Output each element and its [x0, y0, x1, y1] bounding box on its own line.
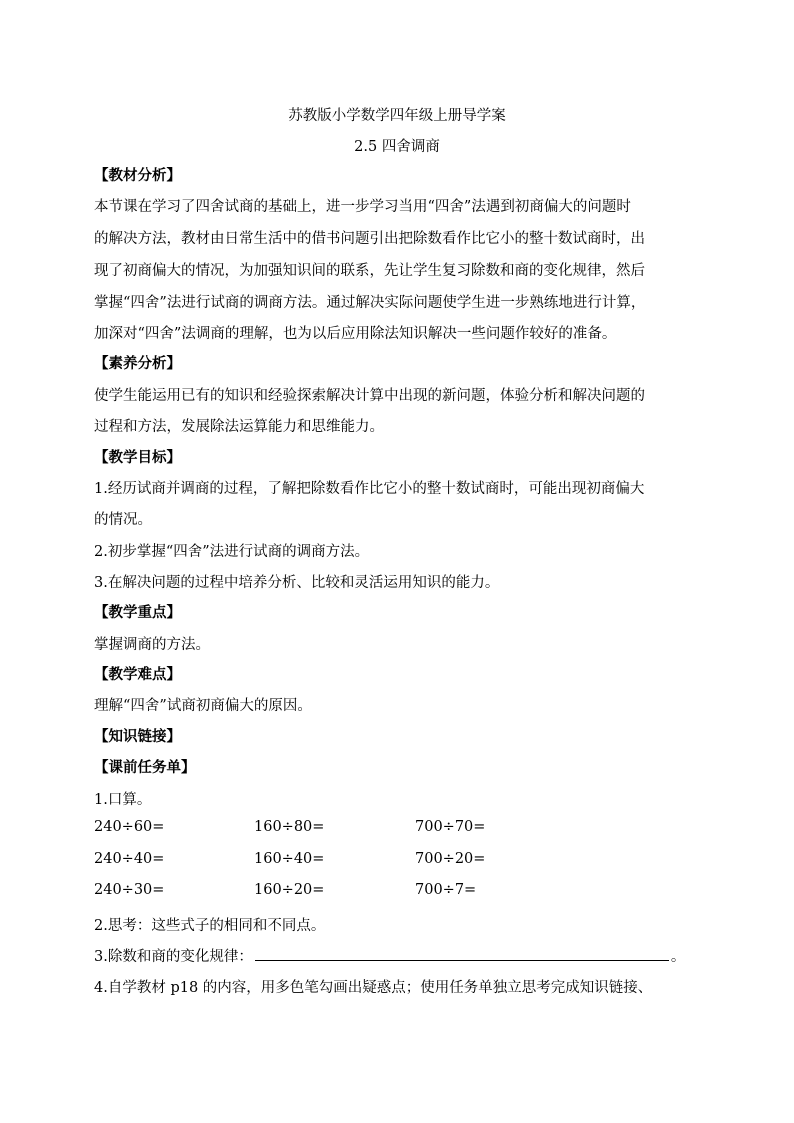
calc-item: 160÷40= [254, 851, 325, 867]
calc-item: 240÷60= [94, 819, 165, 835]
calc-item: 700÷7= [415, 882, 477, 898]
task-list-heading: 【课前任务单】 [94, 759, 196, 776]
analysis-line: 加深对“四舍”法调商的理解，也为以后应用除法知识解决一些问题作较好的准备。 [94, 326, 617, 342]
calc-item: 240÷30= [94, 882, 165, 898]
task-1: 1.口算。 [94, 792, 152, 808]
literacy-line: 使学生能运用已有的知识和经验探索解决计算中出现的新问题，体验分析和解决问题的 [94, 388, 645, 404]
answer-blank[interactable] [255, 946, 669, 961]
calc-item: 160÷20= [254, 882, 325, 898]
key-point-line: 掌握调商的方法。 [94, 637, 210, 653]
goals-line: 1.经历试商并调商的过程，了解把除数看作比它小的整十数试商时，可能出现初商偏大 [94, 481, 645, 497]
task-4: 4.自学教材 p18 的内容，用多色笔勾画出疑惑点；使用任务单独立思考完成知识链接、 [94, 980, 653, 996]
difficulty-heading: 【教学难点】 [94, 666, 181, 683]
knowledge-link-heading: 【知识链接】 [94, 728, 181, 745]
key-point-heading: 【教学重点】 [94, 604, 181, 621]
analysis-line: 掌握“四舍”法进行试商的调商方法。通过解决实际问题使学生进一步熟练地进行计算， [94, 295, 646, 311]
goals-line: 2.初步掌握“四舍”法进行试商的调商方法。 [94, 544, 370, 560]
lesson-subtitle: 2.5 四舍调商 [354, 139, 440, 155]
analysis-line: 的解决方法，教材由日常生活中的借书问题引出把除数看作比它小的整十数试商时，出 [94, 231, 645, 247]
goals-line: 的情况。 [94, 512, 152, 528]
task-3-end: 。 [670, 949, 686, 965]
analysis-line: 本节课在学习了四舍试商的基础上，进一步学习当用“四舍”法遇到初商偏大的问题时 [94, 199, 631, 215]
literacy-heading: 【素养分析】 [94, 355, 181, 372]
goals-line: 3.在解决问题的过程中培养分析、比较和灵活运用知识的能力。 [94, 575, 500, 591]
goals-heading: 【教学目标】 [94, 449, 181, 466]
calc-item: 700÷70= [415, 819, 486, 835]
calc-item: 240÷40= [94, 851, 165, 867]
task-3 [94, 945, 714, 966]
task-2: 2.思考：这些式子的相同和不同点。 [94, 918, 326, 934]
document-title: 苏教版小学数学四年级上册导学案 [288, 108, 506, 124]
analysis-heading: 【教材分析】 [94, 167, 181, 184]
difficulty-line: 理解“四舍”试商初商偏大的原因。 [94, 698, 312, 714]
calc-item: 700÷20= [415, 851, 486, 867]
calc-item: 160÷80= [254, 819, 325, 835]
task-3-label: 3.除数和商的变化规律： [94, 949, 253, 965]
literacy-line: 过程和方法，发展除法运算能力和思维能力。 [94, 419, 384, 435]
analysis-line: 现了初商偏大的情况，为加强知识间的联系，先让学生复习除数和商的变化规律，然后 [94, 263, 645, 279]
